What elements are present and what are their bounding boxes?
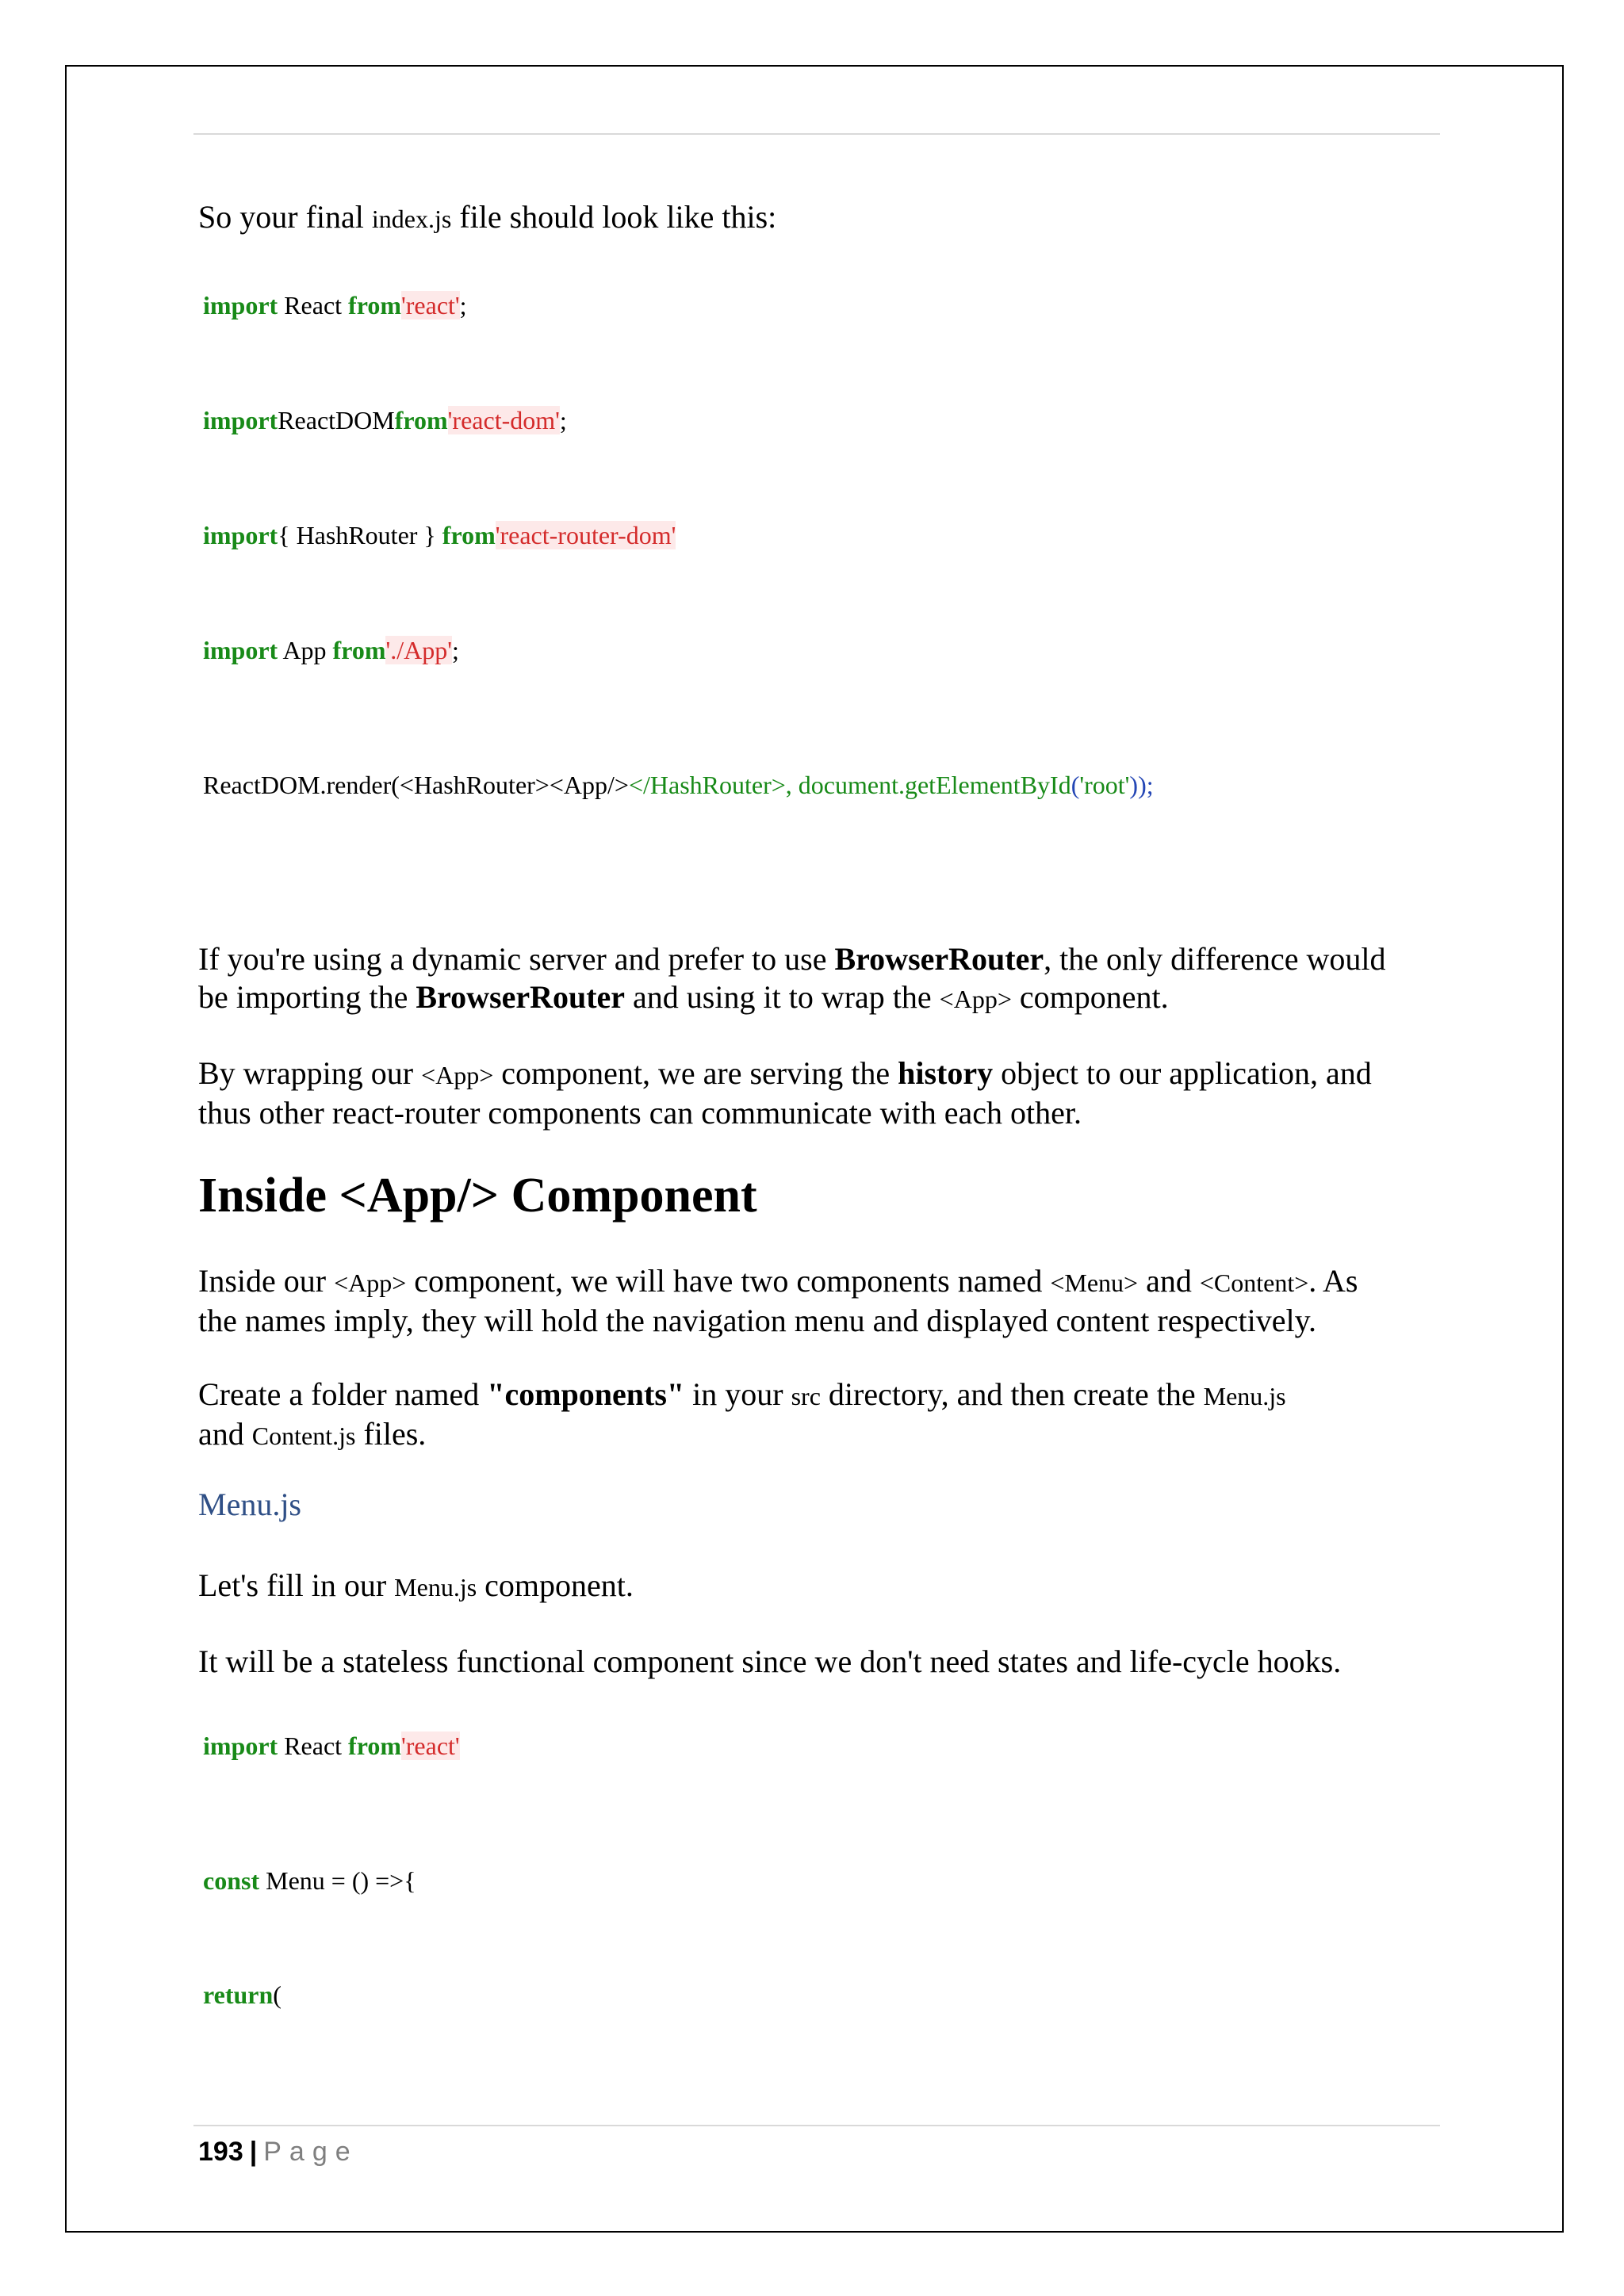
- text: Let's fill in our: [198, 1567, 395, 1603]
- keyword: import: [203, 291, 278, 320]
- code-text: ReactDOM.render(<HashRouter><App/>: [203, 771, 629, 799]
- page-footer: [198, 2136, 358, 2168]
- footer-rule: [193, 2125, 1440, 2126]
- section-heading: Inside <App/> Component: [198, 1169, 757, 1223]
- keyword: import: [203, 521, 278, 549]
- text: . As: [1308, 1263, 1358, 1299]
- keyword: import: [203, 1732, 278, 1760]
- keyword: from: [348, 1732, 401, 1760]
- intro-text: So your final: [198, 199, 372, 235]
- text: and: [198, 1416, 252, 1452]
- code-text: ;: [452, 636, 459, 664]
- code-text-blue: ));: [1129, 771, 1154, 799]
- code-text: App: [278, 636, 333, 664]
- keyword: import: [203, 406, 278, 434]
- inline-code: src: [791, 1382, 821, 1410]
- code-text: { HashRouter }: [278, 521, 442, 549]
- bold-text: BrowserRouter: [834, 941, 1044, 977]
- code-text: React: [278, 291, 349, 320]
- inline-code: Content.js: [251, 1422, 356, 1450]
- code-line: [203, 634, 459, 666]
- paragraph-create-folder: [198, 1376, 1286, 1455]
- inline-code: Menu.js: [1203, 1382, 1286, 1410]
- code-text-green: 'root': [1079, 771, 1130, 799]
- text: thus other react-router components can communicate with each other.: [198, 1095, 1082, 1131]
- text: directory, and then create the: [820, 1376, 1204, 1412]
- code-text-green: </HashRouter>, document.getElementById: [628, 771, 1071, 799]
- text: component, we are serving the: [493, 1055, 898, 1091]
- text: Create a folder named: [198, 1376, 488, 1412]
- code-line: [203, 1730, 460, 1762]
- code-line: [203, 519, 676, 551]
- code-line: [203, 289, 467, 321]
- page-label: Page: [263, 2137, 358, 2167]
- subheading-menu-js: Menu.js: [198, 1487, 301, 1522]
- paragraph-browserrouter: [198, 940, 1385, 1018]
- inline-code-filename: index.js: [371, 205, 452, 233]
- text: and using it to wrap the: [625, 979, 940, 1015]
- code-text: (: [273, 1980, 282, 2009]
- text: component, we will have two components named: [406, 1263, 1051, 1299]
- code-text: ReactDOM: [278, 406, 395, 434]
- footer-separator: |: [249, 2137, 258, 2167]
- bold-text: "components": [487, 1376, 685, 1412]
- string-literal: './App': [385, 636, 453, 664]
- text: files.: [355, 1416, 427, 1452]
- paragraph-fill-menu: [198, 1567, 634, 1606]
- inline-code: <Menu>: [1050, 1269, 1139, 1297]
- keyword: import: [203, 636, 278, 664]
- keyword: return: [203, 1980, 274, 2009]
- string-literal: 'react': [400, 291, 460, 320]
- paragraph-wrapping: [198, 1054, 1372, 1132]
- text: By wrapping our: [198, 1055, 422, 1091]
- string-literal: 'react-dom': [447, 406, 560, 434]
- code-text: Menu = () =>{: [259, 1866, 416, 1895]
- code-text: ;: [459, 291, 467, 320]
- inline-code: <App>: [421, 1061, 494, 1089]
- page-number: 193: [198, 2137, 243, 2167]
- text: If you're using a dynamic server and prefer to use: [198, 941, 835, 977]
- page-border: [65, 65, 1564, 2233]
- intro-paragraph: [198, 198, 776, 238]
- code-text: ;: [559, 406, 567, 434]
- code-line: [203, 404, 567, 436]
- code-line: [203, 769, 1154, 801]
- keyword: const: [203, 1866, 260, 1895]
- text: Inside our: [198, 1263, 335, 1299]
- code-text: React: [278, 1732, 349, 1760]
- code-line: [203, 1979, 282, 2011]
- paragraph-stateless: It will be a stateless functional component since we don't need states and life-cycle hooks.: [198, 1644, 1342, 1679]
- keyword: from: [348, 291, 401, 320]
- text: object to our application, and: [993, 1055, 1372, 1091]
- inline-code: Menu.js: [394, 1573, 477, 1601]
- inline-code: <Content>: [1199, 1269, 1309, 1297]
- text: , the only difference would: [1044, 941, 1386, 977]
- paragraph-inside-app: [198, 1262, 1358, 1340]
- text: be importing the: [198, 979, 416, 1015]
- text: the names imply, they will hold the navigation menu and displayed content respectively.: [198, 1303, 1317, 1338]
- bold-text: BrowserRouter: [416, 979, 626, 1015]
- text: component.: [1011, 979, 1169, 1015]
- text: in your: [684, 1376, 791, 1412]
- string-literal: 'react': [400, 1732, 460, 1760]
- code-line: [203, 1865, 416, 1896]
- intro-text-end: file should look like this:: [451, 199, 777, 235]
- inline-code: <App>: [334, 1269, 407, 1297]
- keyword: from: [442, 521, 496, 549]
- text: and: [1138, 1263, 1200, 1299]
- header-rule: [193, 133, 1440, 135]
- text: component.: [477, 1567, 634, 1603]
- bold-text: history: [898, 1055, 994, 1091]
- code-text-blue: (: [1071, 771, 1080, 799]
- inline-code: <App>: [939, 985, 1012, 1013]
- keyword: from: [394, 406, 448, 434]
- keyword: from: [332, 636, 386, 664]
- string-literal: 'react-router-dom': [495, 521, 676, 549]
